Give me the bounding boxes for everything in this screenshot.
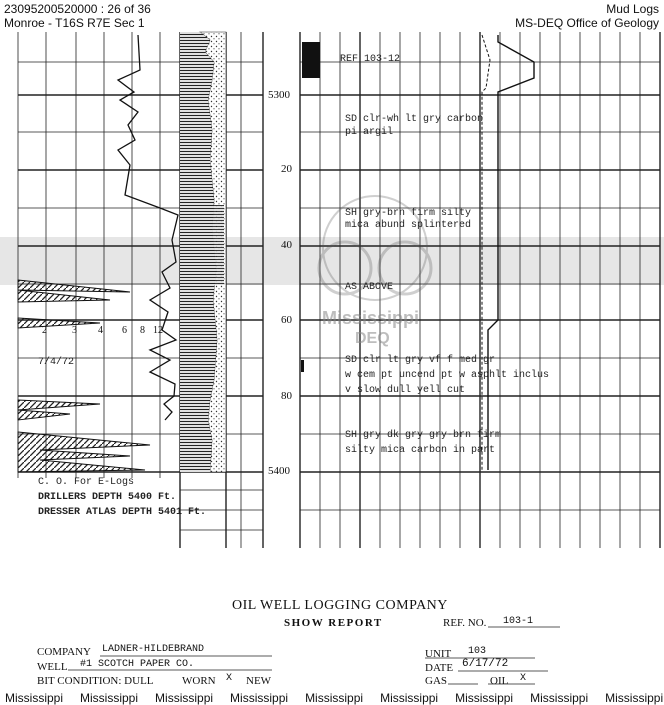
scale-tick: 8 bbox=[140, 325, 145, 336]
watermark-mississippi: Mississippi bbox=[322, 308, 420, 328]
unit-value: 103 bbox=[468, 646, 487, 657]
lithology-desc-4a: SD clr lt gry vf f med gr bbox=[345, 355, 496, 366]
footer-word: Mississippi bbox=[155, 691, 214, 705]
footer-word: Mississippi bbox=[230, 691, 289, 705]
worn-label: WORN bbox=[182, 675, 216, 687]
location-label: Monroe - T16S R7E Sec 1 bbox=[4, 16, 145, 30]
lithology-desc-5a: SH gry dk gry gry-brn firm bbox=[345, 430, 502, 441]
lithology-desc-2a: SH gry-brn firm silty bbox=[345, 208, 472, 219]
document-id: 23095200520000 : 26 of 36 bbox=[4, 2, 151, 16]
oil-value: X bbox=[520, 673, 527, 684]
depth-label-80: 80 bbox=[281, 390, 292, 402]
lithology-desc-4b: w cem pt uncend pt w asphlt inclus bbox=[345, 370, 550, 381]
footer-word: Mississippi bbox=[455, 691, 514, 705]
ref-no-value: 103-1 bbox=[503, 616, 534, 627]
depth-label-40: 40 bbox=[281, 239, 292, 251]
scale-tick: 3 bbox=[72, 325, 77, 336]
depth-label-5400: 5400 bbox=[268, 465, 290, 477]
well-value: #1 SCOTCH PAPER CO. bbox=[80, 659, 195, 670]
scale-tick: 2 bbox=[42, 325, 47, 336]
footer-word: Mississippi bbox=[530, 691, 589, 705]
watermark-deq: DEQ bbox=[355, 330, 390, 347]
agency-label: MS-DEQ Office of Geology bbox=[515, 16, 659, 30]
scale-tick: 4 bbox=[98, 325, 103, 336]
new-label: NEW bbox=[246, 675, 272, 687]
footer-word: Mississippi bbox=[80, 691, 139, 705]
company-label: COMPANY bbox=[37, 646, 92, 658]
lithology-desc-4c: v slow dull yell cut bbox=[345, 385, 466, 396]
bit-condition-label: BIT CONDITION: DULL bbox=[37, 675, 154, 687]
lithology-desc-5b: silty mica carbon in part bbox=[345, 445, 496, 456]
depth-label-20: 20 bbox=[281, 163, 292, 175]
scale-tick: 6 bbox=[122, 325, 127, 336]
footer-word: Mississippi bbox=[380, 691, 439, 705]
lithology-desc-1b: pi argil bbox=[345, 127, 394, 138]
logging-company-title: OIL WELL LOGGING COMPANY bbox=[232, 598, 448, 613]
footer-watermark-row bbox=[0, 691, 664, 705]
date-value: 6/17/72 bbox=[462, 658, 509, 670]
gas-label: GAS bbox=[425, 675, 448, 687]
dresser-depth-note: DRESSER ATLAS DEPTH 5401 Ft. bbox=[38, 507, 207, 518]
category-label: Mud Logs bbox=[606, 2, 659, 16]
oil-label: OIL bbox=[490, 675, 509, 687]
footer-word: Mississippi bbox=[5, 691, 64, 705]
footer-word: Mississippi bbox=[605, 691, 664, 705]
depth-label-5300: 5300 bbox=[268, 89, 290, 101]
core-marker bbox=[302, 42, 320, 78]
lithology-desc-2b: mica abund splintered bbox=[345, 220, 472, 231]
scale-tick: 12 bbox=[153, 325, 163, 336]
company-value: LADNER-HILDEBRAND bbox=[102, 644, 205, 655]
depth-label-60: 60 bbox=[281, 314, 292, 326]
drillers-depth-note: DRILLERS DEPTH 5400 Ft. bbox=[38, 492, 177, 503]
drill-rate-curve bbox=[118, 35, 178, 420]
log-date: 7/4/72 bbox=[38, 357, 75, 368]
worn-value: X bbox=[226, 673, 233, 684]
lithology-desc-3: AS ABOVE bbox=[345, 282, 394, 293]
well-label: WELL bbox=[37, 661, 68, 673]
show-report-subtitle: SHOW REPORT bbox=[284, 617, 383, 629]
co-elogs-note: C. O. For E-Logs bbox=[38, 477, 135, 488]
ref-no-label: REF. NO. bbox=[443, 617, 487, 629]
unit-label: UNIT bbox=[425, 648, 452, 660]
date-label: DATE bbox=[425, 662, 454, 674]
footer-word: Mississippi bbox=[305, 691, 364, 705]
ref-label: REF 103-12 bbox=[340, 54, 401, 65]
lithology-desc-1a: SD clr-wh lt gry carbon bbox=[345, 114, 484, 125]
